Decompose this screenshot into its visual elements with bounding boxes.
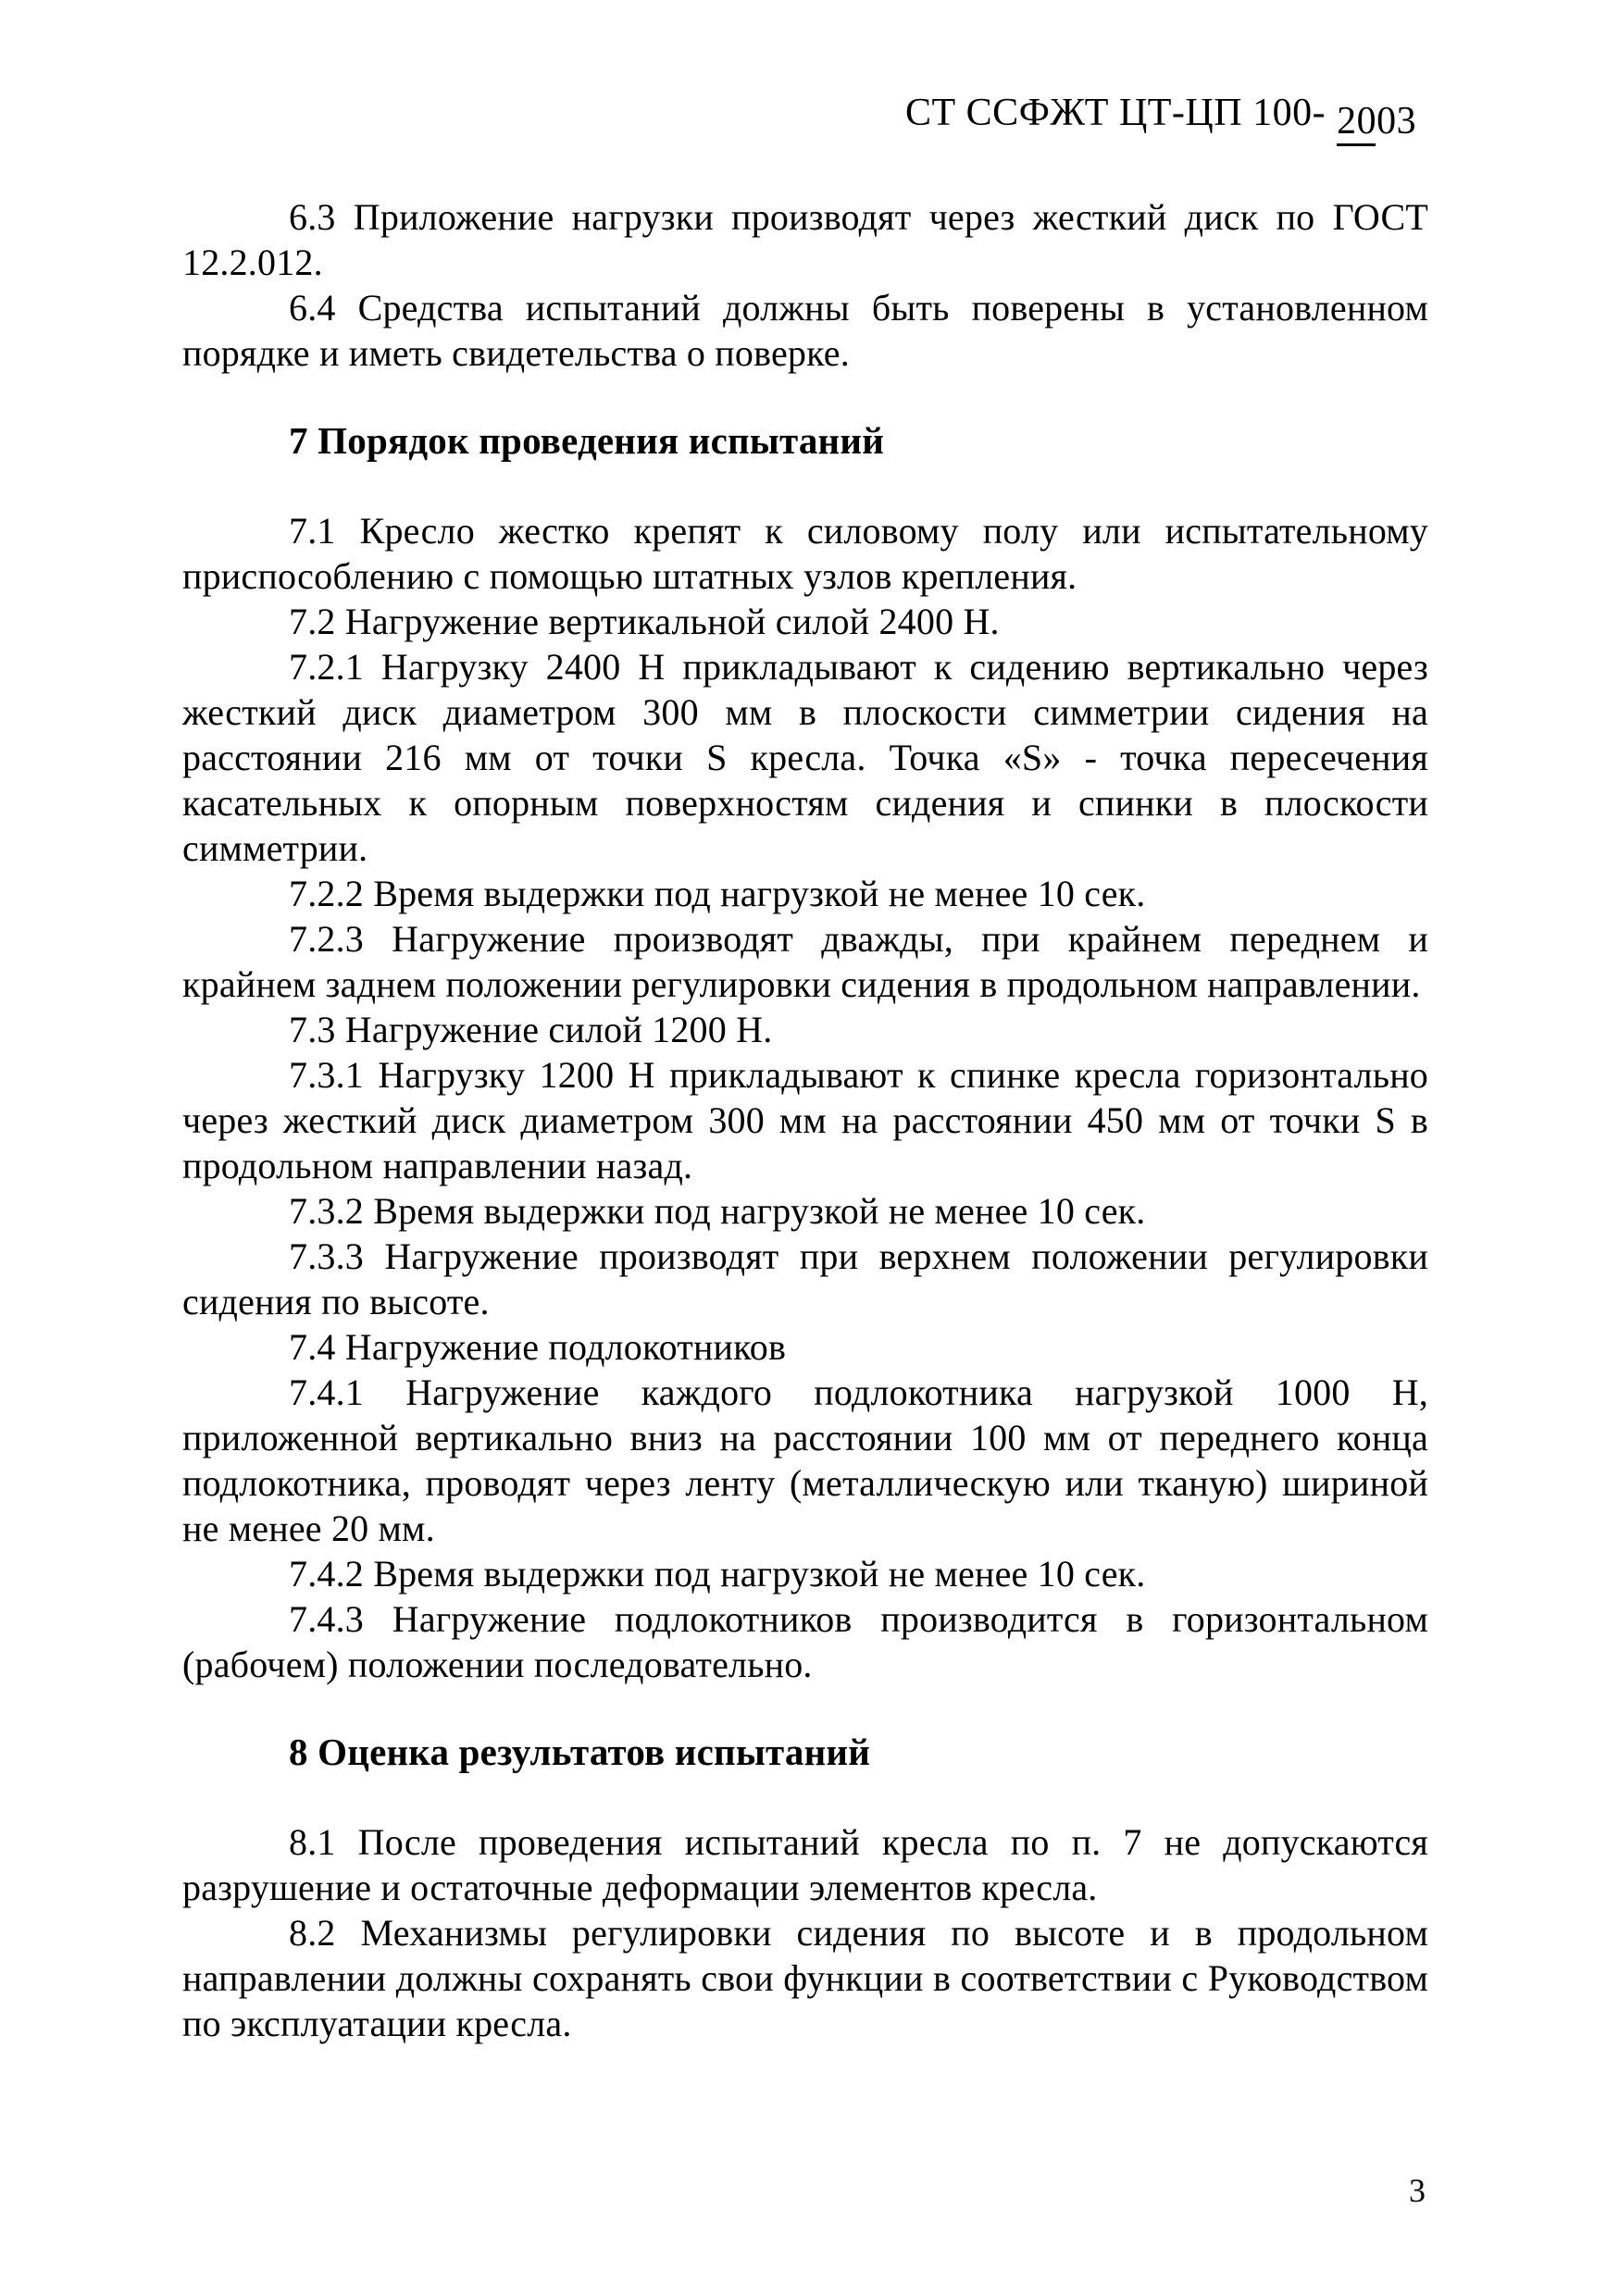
paragraph-7-4-2: 7.4.2 Время выдержки под нагрузкой не менее 10 сек. [289, 1553, 1146, 1595]
standard-code-header [905, 91, 1417, 143]
paragraph-7-3-3: 7.3.3 Нагружение производят при верхнем положении регулировки сидения по высоте. [182, 1235, 1428, 1322]
standard-code: СТ ССФЖТ ЦТ-ЦП 100- [905, 92, 1326, 134]
paragraph-7-4-1: 7.4.1 Нагружение каждого подлокотника нагрузкой 1000 Н, приложенной вертикально вниз на расстоянии 100 мм от переднего конца подлокотника, проводят через ленту (металлическую или тканую) шириной не менее 20 мм. [182, 1371, 1428, 1549]
paragraph-7-4: 7.4 Нагружение подлокотников [289, 1326, 787, 1368]
standard-year [1337, 99, 1416, 143]
paragraph-6-4: 6.4 Средства испытаний должны быть поверены в установленном порядке и иметь свидетельства о поверке. [182, 287, 1428, 374]
paragraph-7-3: 7.3 Нагружение силой 1200 Н. [289, 1009, 773, 1050]
section-7-heading: 7 Порядок проведения испытаний [289, 419, 885, 462]
standard-year-value: 2003 [1337, 100, 1417, 143]
section-8-heading: 8 Оценка результатов испытаний [289, 1731, 871, 1773]
paragraph-7-4-3: 7.4.3 Нагружение подлокотников производится в горизонтальном (рабочем) положении последовательно. [182, 1598, 1428, 1685]
paragraph-7-2: 7.2 Нагружение вертикальной силой 2400 Н. [289, 601, 1000, 642]
paragraph-7-1: 7.1 Кресло жестко крепят к силовому полу или испытательному приспособлению с помощью штатных узлов крепления. [182, 510, 1428, 597]
paragraph-7-2-2: 7.2.2 Время выдержки под нагрузкой не менее 10 сек. [289, 873, 1146, 914]
year-underline-mark [1337, 143, 1376, 146]
paragraph-6-3: 6.3 Приложение нагрузки производят через жесткий диск по ГОСТ 12.2.012. [182, 196, 1428, 283]
paragraph-7-3-2: 7.3.2 Время выдержки под нагрузкой не менее 10 сек. [289, 1190, 1146, 1232]
page-number: 3 [1409, 2172, 1426, 2209]
paragraph-7-2-1: 7.2.1 Нагрузку 2400 Н прикладывают к сидению вертикально через жесткий диск диаметром 300 мм в плоскости симметрии сидения на расстоянии 216 мм от точки S кресла. Точка «S» - точка пересечения касательных к опорным поверхностям сидения и спинки в плоскости симметрии. [182, 646, 1428, 869]
paragraph-8-2: 8.2 Механизмы регулировки сидения по высоте и в продольном направлении должны сохранять свои функции в соответствии с Руководством по эксплуатации кресла. [182, 1912, 1428, 2044]
document-body [182, 194, 1428, 2046]
paragraph-7-3-1: 7.3.1 Нагрузку 1200 Н прикладывают к спинке кресла горизонтально через жесткий диск диаметром 300 мм на расстоянии 450 мм от точки S в продольном направлении назад. [182, 1054, 1428, 1186]
paragraph-7-2-3: 7.2.3 Нагружение производят дважды, при крайнем переднем и крайнем заднем положении регулировки сидения в продольном направлении. [182, 918, 1428, 1005]
paragraph-8-1: 8.1 После проведения испытаний кресла по п. 7 не допускаются разрушение и остаточные деформации элементов кресла. [182, 1821, 1428, 1908]
